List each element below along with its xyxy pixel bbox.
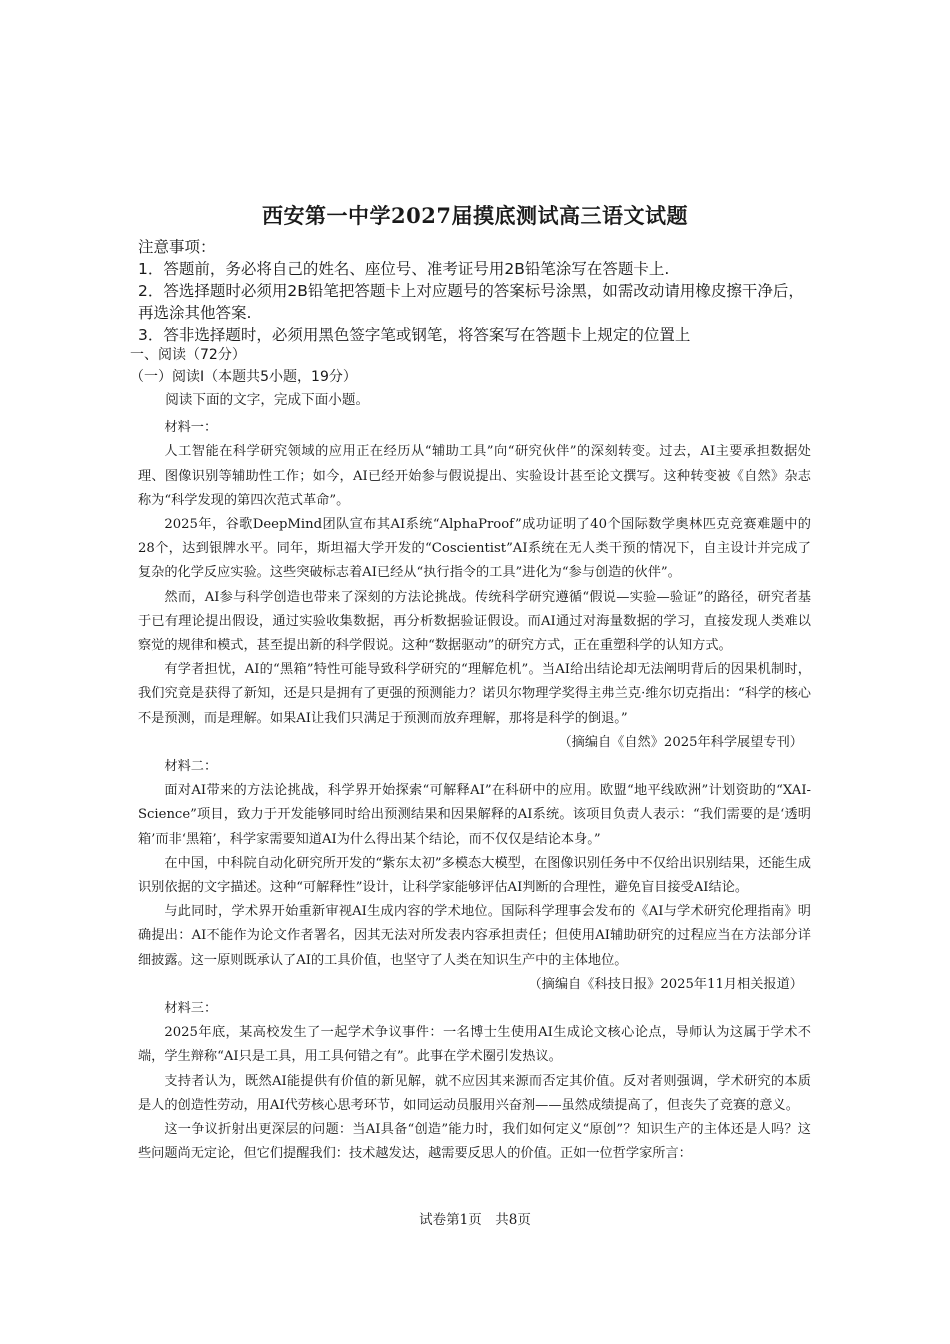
material-2-paragraph: 在中国，中科院自动化研究所开发的“紫东太初”多模态大模型，在图像识别任务中不仅给出识别结果，还能生成识别依据的文字描述。这种“可解释性”设计，让科学家能够评估AI判断的合理性，避免盲目接受AI结论。 bbox=[138, 855, 811, 896]
exam-title: 西安第一中学2027届摸底测试高三语文试题 bbox=[262, 203, 688, 228]
material-2-paragraph: 面对AI带来的方法论挑战，科学界开始探索“可解释AI”在科研中的应用。欧盟“地平线欧洲”计划资助的“XAI-Science”项目，致力于开发能够同时给出预测结果和因果解释的AI系统。该项目负责人表示：“我们需要的是‘透明箱’而非‘黑箱’，科学家需要知道AI为什么得出某个结论，而不仅仅是结论本身。” bbox=[138, 783, 811, 847]
material-1-source: （摘编自《自然》2025年科学展望专刊） bbox=[558, 734, 803, 750]
notice-item: 3．答非选择题时，必须用黑色签字笔或钢笔，将答案写在答题卡上规定的位置上 bbox=[138, 326, 691, 344]
material-1-paragraph: 有学者担忧，AI的“黑箱”特性可能导致科学研究的“理解危机”。当AI给出结论却无法阐明背后的因果机制时，我们究竟是获得了新知，还是只是拥有了更强的预测能力？诺贝尔物理学奖得主弗兰克·维尔切克指出：“科学的核心不是预测，而是理解。如果AI让我们只满足于预测而放弃理解，那将是科学的倒退。” bbox=[138, 662, 811, 726]
material-1-paragraph: 人工智能在科学研究领域的应用正在经历从“辅助工具”向“研究伙伴”的深刻转变。过去，AI主要承担数据处理、图像识别等辅助性工作；如今，AI已经开始参与假说提出、实验设计甚至论文撰写。这种转变被《自然》杂志称为“科学发现的第四次范式革命”。 bbox=[138, 444, 811, 508]
material-2-paragraph: 与此同时，学术界开始重新审视AI生成内容的学术地位。国际科学理事会发布的《AI与学术研究伦理指南》明确提出：AI不能作为论文作者署名，因其无法对所发表内容承担责任；但使用AI辅助研究的过程应当在方法部分详细披露。这一原则既承认了AI的工具价值，也坚守了人类在知识生产中的主体地位。 bbox=[138, 904, 811, 968]
notice-item: 1．答题前，务必将自己的姓名、座位号、准考证号用2B铅笔涂写在答题卡上. bbox=[138, 260, 670, 278]
material-3-paragraph: 支持者认为，既然AI能提供有价值的新见解，就不应因其来源而否定其价值。反对者则强调，学术研究的本质是人的创造性劳动，用AI代劳核心思考环节，如同运动员服用兴奋剂——虽然成绩提高了，但丧失了竞赛的意义。 bbox=[138, 1073, 811, 1113]
material-1-label: 材料一： bbox=[164, 420, 218, 436]
page-footer: 试卷第1页 共8页 bbox=[419, 1212, 531, 1228]
material-3-paragraph: 2025年底，某高校发生了一起学术争议事件：一名博士生使用AI生成论文核心论点，导师认为这属于学术不端，学生辩称“AI只是工具，用工具何错之有”。此事在学术圈引发热议。 bbox=[138, 1025, 811, 1065]
notice-heading: 注意事项： bbox=[138, 238, 216, 256]
notice-item: 2．答选择题时必须用2B铅笔把答题卡上对应题号的答案标号涂黑，如需改动请用橡皮擦干净后，再选涂其他答案. bbox=[138, 282, 804, 322]
notice-block bbox=[138, 236, 818, 346]
material-2-label: 材料二： bbox=[164, 759, 218, 775]
material-1-paragraph: 2025年，谷歌DeepMind团队宣布其AI系统“AlphaProof”成功证明了40个国际数学奥林匹克竞赛难题中的28个，达到银牌水平。同年，斯坦福大学开发的“Coscientist”AI系统在无人类干预的情况下，自主设计并完成了复杂的化学反应实验。这些突破标志着AI已经从“执行指令的工具”进化为“参与创造的伙伴”。 bbox=[138, 517, 811, 581]
material-3-label: 材料三： bbox=[164, 1001, 218, 1017]
reading-passage bbox=[138, 388, 811, 1167]
material-1-paragraph: 然而，AI参与科学创造也带来了深刻的方法论挑战。传统科学研究遵循“假说—实验—验证”的路径，研究者基于已有理论提出假设，通过实验收集数据，再分析数据验证假设。而AI通过对海量数据的学习，直接发现人类难以察觉的规律和模式，甚至提出新的科学假说。这种“数据驱动”的研究方式，正在重塑科学的认知方式。 bbox=[138, 589, 811, 654]
material-3-paragraph: 这一争议折射出更深层的问题：当AI具备“创造”能力时，我们如何定义“原创”？知识生产的主体还是人吗？这些问题尚无定论，但它们提醒我们：技术越发达，越需要反思人的价值。正如一位哲学家所言： bbox=[138, 1122, 811, 1162]
subsection-heading: （一）阅读I（本题共5小题，19分） bbox=[130, 369, 357, 385]
section-heading: 一、阅读（72分） bbox=[130, 347, 246, 363]
passage-instruction: 阅读下面的文字，完成下面小题。 bbox=[165, 392, 370, 408]
material-2-source: （摘编自《科技日报》2025年11月相关报道） bbox=[528, 976, 803, 992]
